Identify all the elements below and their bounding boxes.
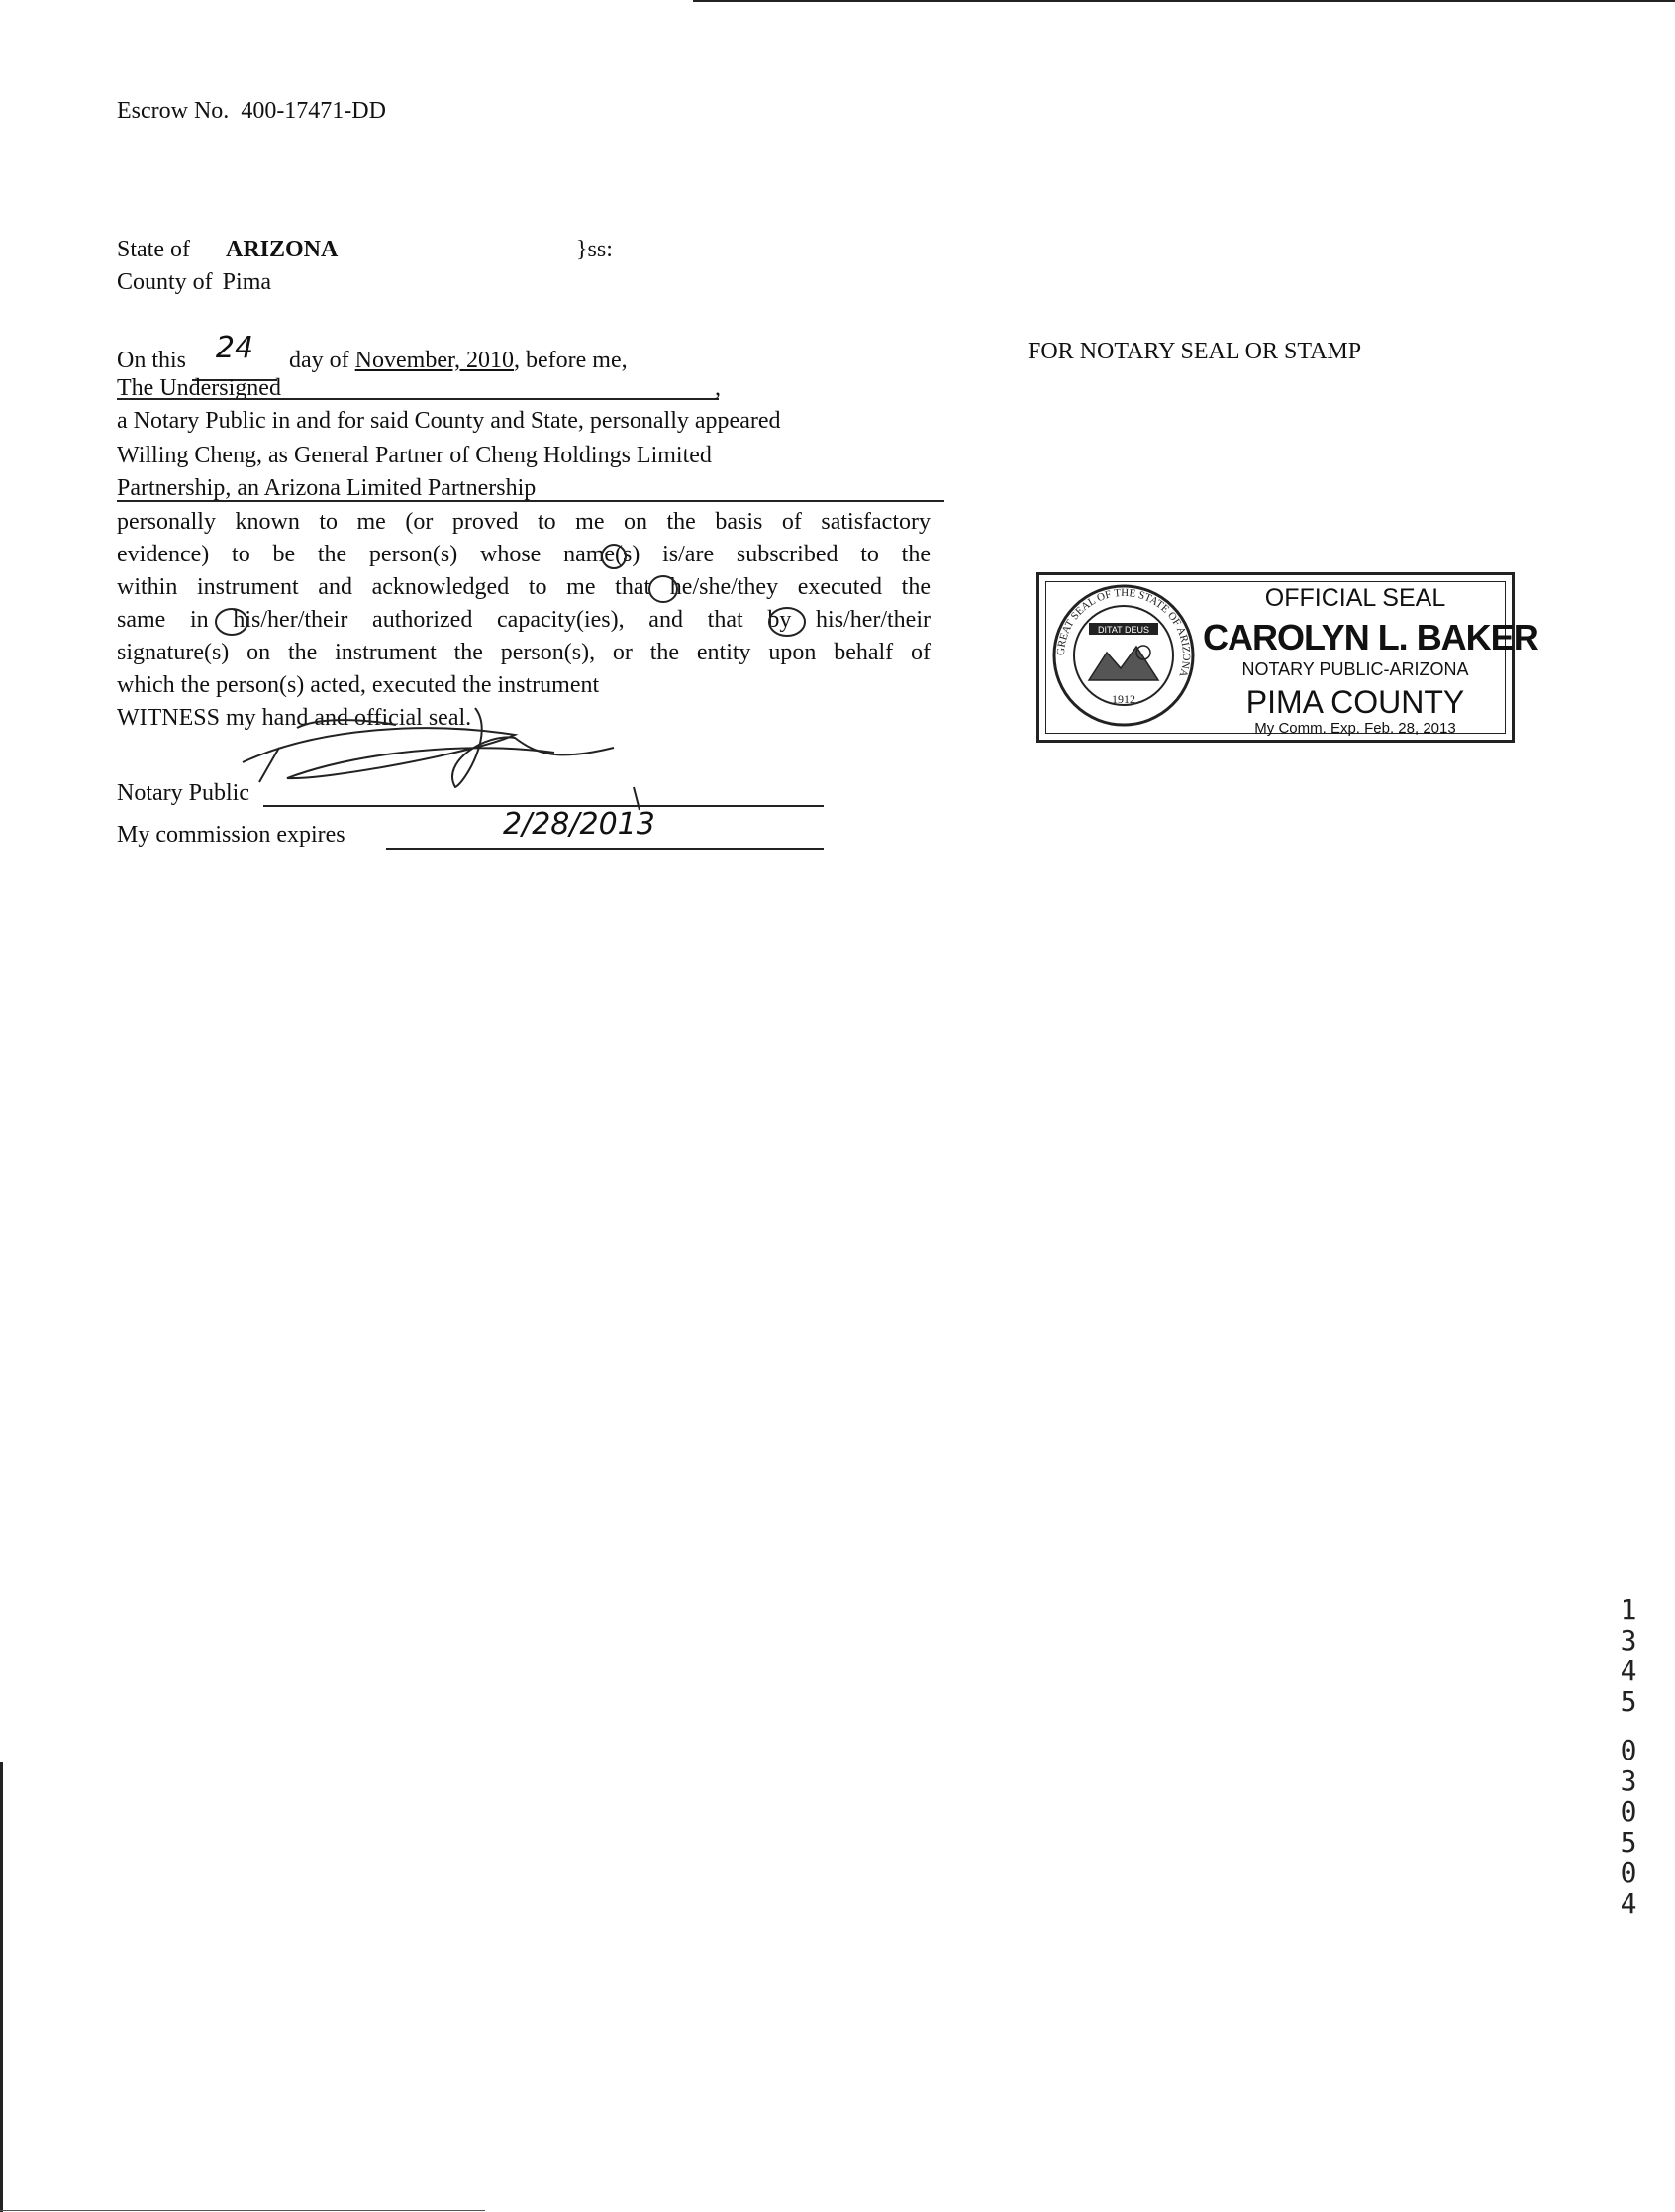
witness-line: WITNESS my hand and official seal.	[117, 705, 472, 731]
officer-comma: ,	[715, 375, 721, 401]
signature-stroke-1	[243, 728, 554, 778]
seal-ring-text: GREAT SEAL OF THE STATE OF ARIZONA	[1054, 586, 1193, 679]
seal-motto: DITAT DEUS	[1097, 625, 1150, 635]
state-label: State of	[117, 237, 190, 262]
recording-digit: 4	[1620, 1887, 1637, 1920]
signature-stroke-4	[259, 748, 279, 782]
arizona-state-seal-icon	[1049, 581, 1198, 730]
commission-line	[386, 848, 824, 850]
seal-header: FOR NOTARY SEAL OR STAMP	[1028, 339, 1362, 364]
seal-notary-name: CAROLYN L. BAKER	[1203, 617, 1538, 657]
state-name: ARIZONA	[225, 237, 339, 262]
signature-stroke-3	[297, 720, 396, 728]
para-line-2: evidence) to be the person(s) whose name(s) is/are subscribed to the	[117, 542, 931, 567]
day-of-label: day of	[289, 348, 349, 373]
circle-mark-his-2	[769, 608, 805, 636]
handwritten-marks	[0, 0, 1675, 891]
county-name: Pima	[222, 269, 272, 295]
recording-digit: 3	[1620, 1764, 1637, 1797]
seal-county: PIMA COUNTY	[1245, 684, 1465, 720]
commission-label: My commission expires	[117, 822, 345, 848]
recording-digit: 0	[1620, 1795, 1637, 1828]
notary-public-label: Notary Public	[117, 780, 249, 806]
commission-handwritten: 2/28/2013	[503, 807, 655, 842]
para-line-5: signature(s) on the instrument the person(s), or the entity upon behalf of	[117, 640, 931, 665]
recording-digit: 5	[1620, 1826, 1637, 1859]
scan-border-left	[0, 1762, 3, 2212]
day-handwritten: 24	[215, 331, 254, 365]
recording-digit: 4	[1620, 1655, 1637, 1687]
seal-title: OFFICIAL SEAL	[1264, 584, 1446, 612]
officer-name: The Undersigned	[117, 375, 281, 401]
para-line-3: within instrument and acknowledged to me that he/she/they executed the	[117, 574, 931, 600]
seal-expiration: My Comm. Exp. Feb. 28, 2013	[1254, 720, 1456, 737]
scan-border-bottom	[0, 2210, 485, 2211]
county-label: County of	[117, 269, 213, 295]
appearance-line-1: a Notary Public in and for said County and State, personally appeared	[117, 408, 781, 434]
recording-digit: 0	[1620, 1857, 1637, 1889]
seal-notary-role: NOTARY PUBLIC-ARIZONA	[1241, 659, 1469, 679]
recording-digit: 3	[1620, 1624, 1637, 1657]
para-line-1: personally known to me (or proved to me on the basis of satisfactory	[117, 509, 931, 535]
seal-year: 1912	[1112, 692, 1135, 706]
circle-mark-is	[602, 545, 626, 568]
recording-number	[1614, 1594, 1643, 1919]
appearance-line-3: Partnership, an Arizona Limited Partnership	[117, 475, 537, 501]
escrow-label: Escrow No.	[117, 98, 230, 124]
month-year: November, 2010	[354, 348, 515, 373]
circle-mark-he	[649, 576, 677, 602]
circle-mark-his-1	[216, 609, 247, 635]
recording-digit: 0	[1620, 1734, 1637, 1766]
recording-digit: 1	[1620, 1593, 1637, 1626]
before-me-label: , before me,	[514, 348, 628, 373]
on-this-label: On this	[117, 348, 187, 373]
escrow-number: 400-17471-DD	[241, 98, 386, 124]
appearance-line-2: Willing Cheng, as General Partner of Cheng Holdings Limited	[117, 443, 712, 468]
para-last-line: which the person(s) acted, executed the instrument	[117, 672, 600, 698]
ss-marker: }ss:	[576, 237, 613, 262]
official-seal	[1036, 572, 1538, 743]
para-line-4: same in his/her/their authorized capacity(ies), and that by his/her/their	[117, 607, 931, 633]
recording-digit: 5	[1620, 1685, 1637, 1718]
